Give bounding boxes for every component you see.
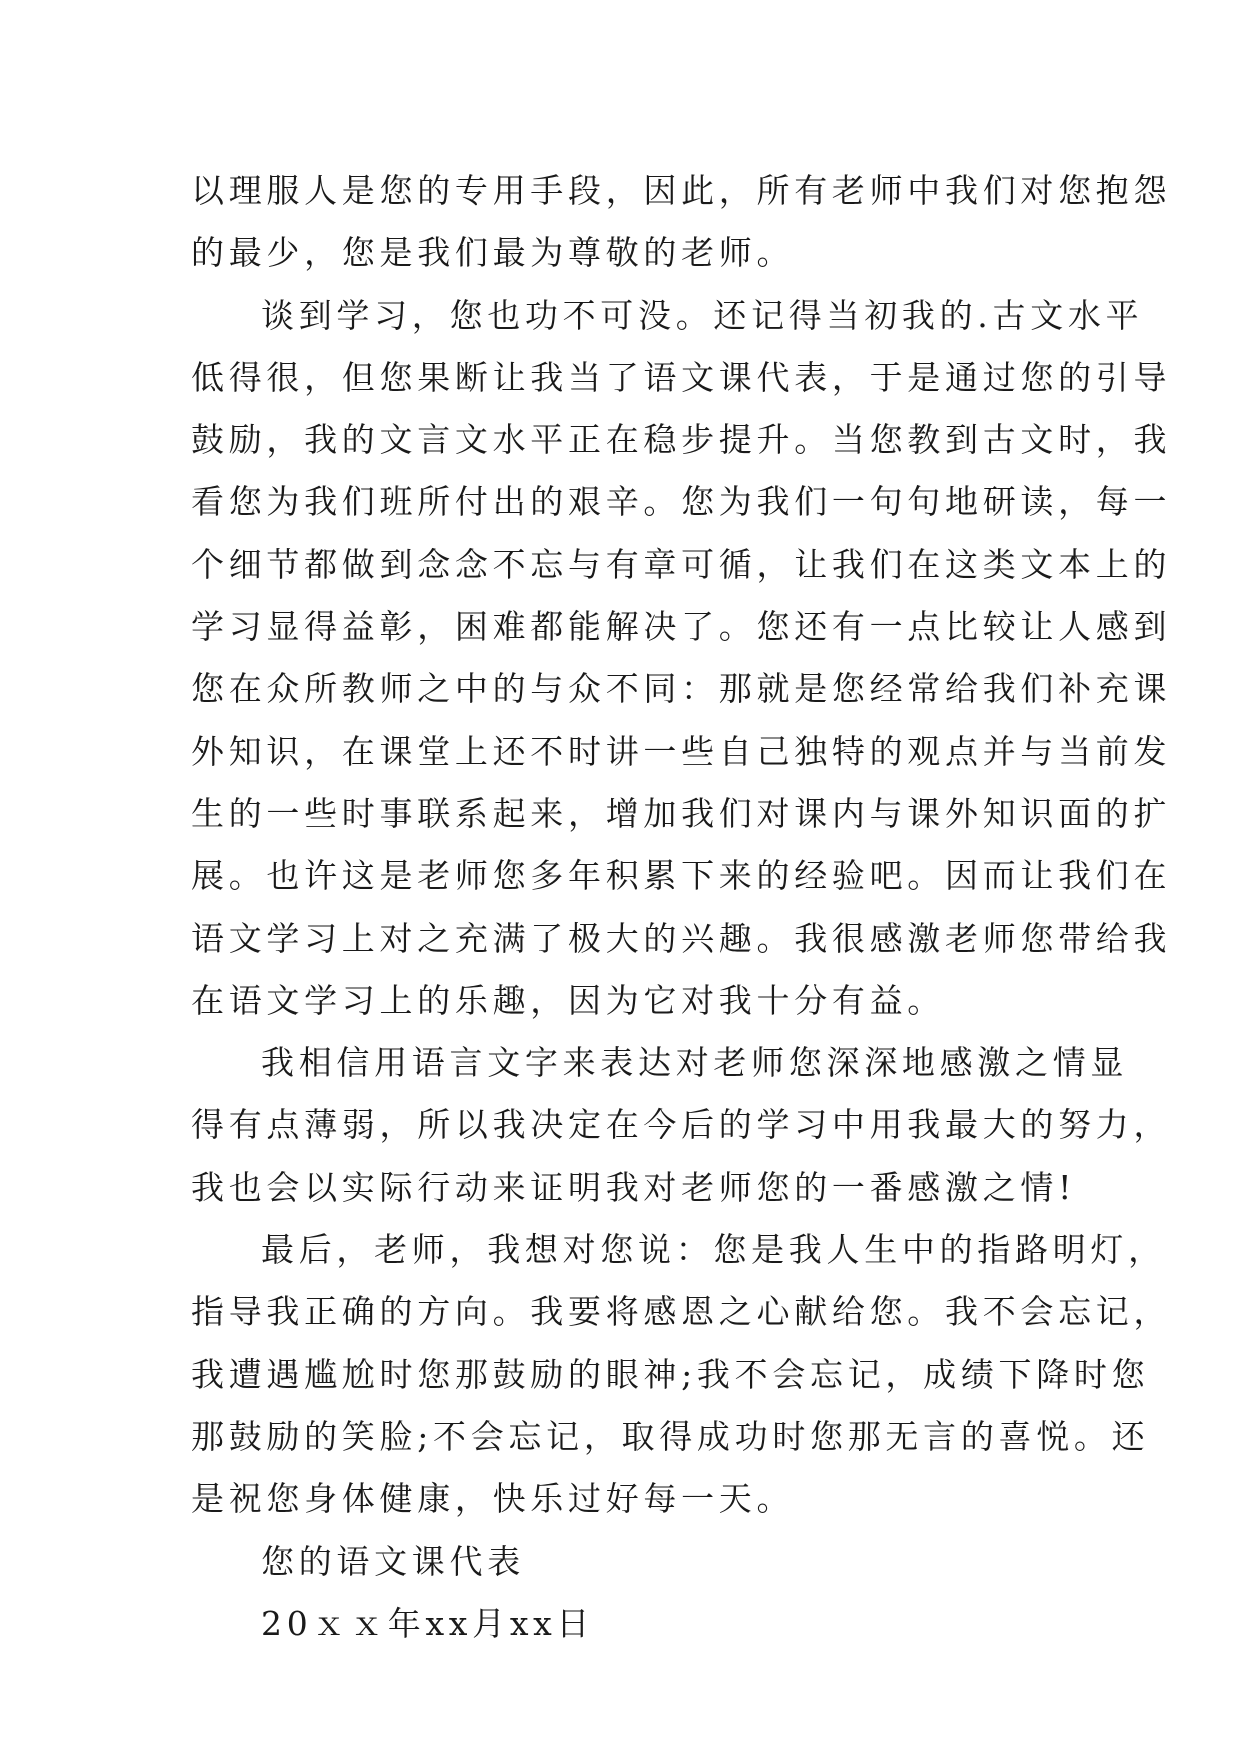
text-line: 个细节都做到念念不忘与有章可循，让我们在这类文本上的 xyxy=(191,544,1172,584)
text-line: 看您为我们班所付出的艰辛。您为我们一句句地研读，每一 xyxy=(191,482,1172,522)
text-line: 展。也许这是老师您多年积累下来的经验吧。因而让我们在 xyxy=(191,856,1172,896)
text-line: 我也会以实际行动来证明我对老师您的一番感激之情! xyxy=(191,1167,1077,1207)
paragraph-start-line: 谈到学习，您也功不可没。还记得当初我的.古文水平 xyxy=(261,295,1144,335)
paragraph-start-line: 最后，老师，我想对您说：您是我人生中的指路明灯， xyxy=(261,1230,1166,1270)
text-line: 鼓励，我的文言文水平正在稳步提升。当您教到古文时，我 xyxy=(191,420,1172,460)
text-line: 在语文学习上的乐趣，因为它对我十分有益。 xyxy=(191,980,945,1020)
signature-line: 您的语文课代表 xyxy=(261,1541,525,1581)
text-line: 指导我正确的方向。我要将感恩之心献给您。我不会忘记， xyxy=(191,1292,1172,1332)
text-line: 的最少，您是我们最为尊敬的老师。 xyxy=(191,233,795,273)
text-line: 您在众所教师之中的与众不同：那就是您经常给我们补充课 xyxy=(191,669,1172,709)
date-line: 20ｘｘ年xx月xx日 xyxy=(261,1603,595,1643)
text-line: 以理服人是您的专用手段，因此，所有老师中我们对您抱怨 xyxy=(191,171,1172,210)
text-line: 是祝您身体健康，快乐过好每一天。 xyxy=(191,1479,795,1519)
text-line: 生的一些时事联系起来，增加我们对课内与课外知识面的扩 xyxy=(191,793,1172,833)
text-line: 低得很，但您果断让我当了语文课代表，于是通过您的引导 xyxy=(191,357,1172,397)
text-line: 语文学习上对之充满了极大的兴趣。我很感激老师您带给我 xyxy=(191,918,1172,958)
text-line: 那鼓励的笑脸;不会忘记，取得成功时您那无言的喜悦。还 xyxy=(191,1416,1150,1456)
letter-body xyxy=(191,160,1172,1655)
paragraph-start-line: 我相信用语言文字来表达对老师您深深地感激之情显 xyxy=(261,1043,1129,1083)
text-line: 学习显得益彰，困难都能解决了。您还有一点比较让人感到 xyxy=(191,607,1172,647)
text-line: 我遭遇尴尬时您那鼓励的眼神;我不会忘记，成绩下降时您 xyxy=(191,1354,1150,1394)
text-line: 得有点薄弱，所以我决定在今后的学习中用我最大的努力， xyxy=(191,1105,1172,1145)
text-line: 外知识，在课堂上还不时讲一些自己独特的观点并与当前发 xyxy=(191,731,1172,771)
